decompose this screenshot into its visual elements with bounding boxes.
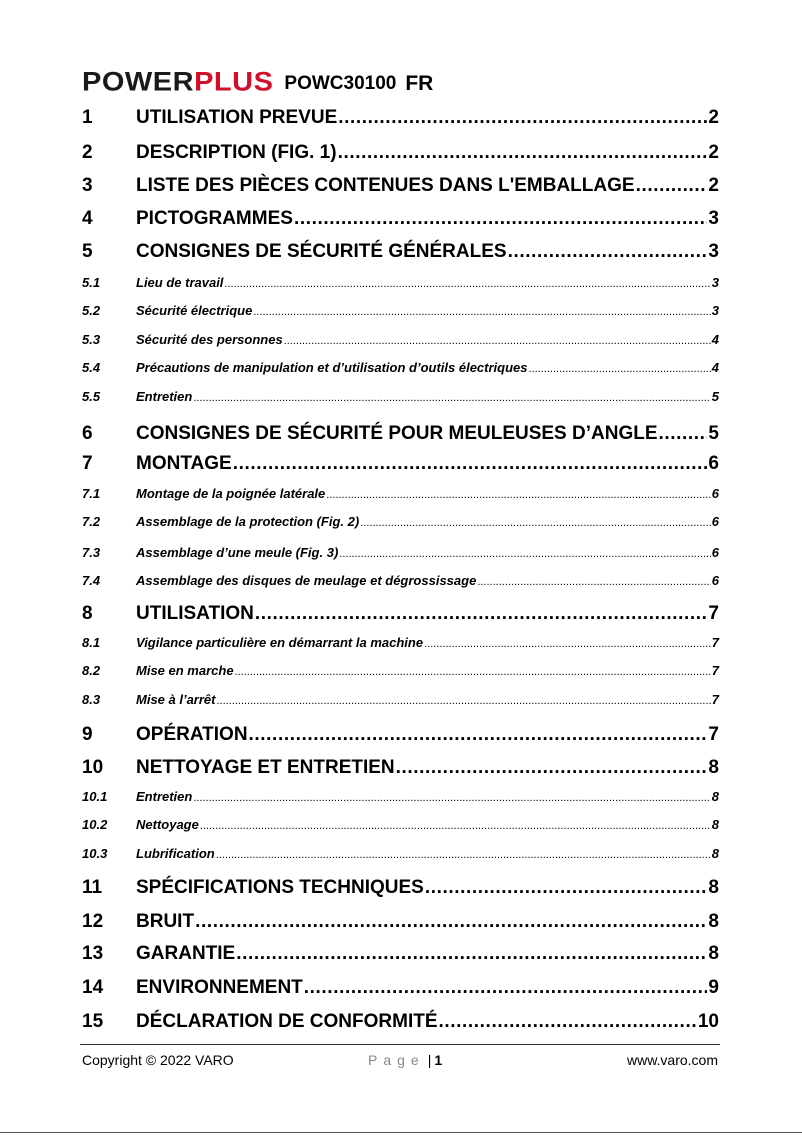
toc-leader-dots bbox=[193, 389, 710, 407]
toc-leader-dots bbox=[304, 976, 708, 1000]
page-footer bbox=[82, 1050, 718, 1070]
toc-leader-dots bbox=[224, 275, 710, 293]
toc-title: Assemblage des disques de meulage et dégrossissage bbox=[136, 573, 477, 588]
toc-title: Précautions de manipulation et d’utilisation d’outils électriques bbox=[136, 360, 528, 375]
page-separator: | bbox=[427, 1052, 432, 1068]
toc-subentry[interactable] bbox=[82, 485, 719, 503]
toc-entry[interactable] bbox=[82, 756, 719, 780]
toc-title: Entretien bbox=[136, 789, 193, 804]
toc-leader-dots bbox=[216, 846, 711, 864]
page-number: 1 bbox=[434, 1052, 443, 1068]
toc-leader-dots bbox=[217, 692, 711, 710]
toc-title: Nettoyage bbox=[136, 817, 199, 832]
toc-entry[interactable] bbox=[82, 174, 719, 198]
toc-leader-dots bbox=[396, 756, 708, 780]
toc-page-number: 7 bbox=[708, 724, 719, 745]
toc-number: 7.4 bbox=[82, 573, 101, 588]
toc-number: 7.2 bbox=[82, 514, 101, 529]
toc-leader-dots bbox=[193, 789, 710, 807]
toc-title: ENVIRONNEMENT bbox=[136, 977, 303, 998]
toc-leader-dots bbox=[529, 360, 711, 378]
toc-page-number: 8 bbox=[708, 757, 719, 778]
toc-number: 5 bbox=[82, 241, 93, 262]
page-indicator bbox=[368, 1050, 442, 1070]
toc-subentry[interactable] bbox=[82, 788, 719, 806]
toc-subentry[interactable] bbox=[82, 845, 719, 863]
toc-number: 5.1 bbox=[82, 275, 101, 290]
toc-number: 2 bbox=[82, 142, 93, 163]
toc-number: 8.1 bbox=[82, 635, 101, 650]
toc-title: Montage de la poignée latérale bbox=[136, 486, 326, 501]
toc-leader-dots bbox=[294, 207, 707, 231]
toc-page-number: 7 bbox=[711, 663, 719, 678]
toc-page-number: 6 bbox=[708, 453, 719, 474]
toc-leader-dots bbox=[659, 422, 708, 446]
toc-entry[interactable] bbox=[82, 1010, 719, 1034]
toc-page-number: 5 bbox=[708, 423, 719, 444]
toc-entry[interactable] bbox=[82, 976, 719, 1000]
toc-number: 10 bbox=[82, 757, 104, 778]
toc-subentry[interactable] bbox=[82, 691, 719, 709]
toc-number: 9 bbox=[82, 724, 93, 745]
toc-page-number: 5 bbox=[711, 389, 719, 404]
toc-subentry[interactable] bbox=[82, 572, 719, 590]
toc-leader-dots bbox=[338, 106, 707, 130]
toc-number: 5.3 bbox=[82, 332, 101, 347]
toc-entry[interactable] bbox=[82, 207, 719, 231]
toc-entry[interactable] bbox=[82, 602, 719, 626]
toc-leader-dots bbox=[253, 303, 710, 321]
toc-entry[interactable] bbox=[82, 876, 719, 900]
toc-number: 7 bbox=[82, 453, 93, 474]
toc-leader-dots bbox=[200, 817, 711, 835]
document-header bbox=[82, 62, 433, 96]
toc-subentry[interactable] bbox=[82, 302, 719, 320]
toc-subentry[interactable] bbox=[82, 662, 719, 680]
toc-title: Lieu de travail bbox=[136, 275, 224, 290]
toc-title: OPÉRATION bbox=[136, 724, 248, 745]
toc-page-number: 6 bbox=[711, 573, 719, 588]
toc-title: UTILISATION PREVUE bbox=[136, 107, 338, 128]
logo-plus-text: PLUS bbox=[194, 67, 274, 97]
toc-number: 13 bbox=[82, 943, 104, 964]
toc-page-number: 4 bbox=[711, 360, 719, 375]
language-code: FR bbox=[405, 72, 434, 95]
toc-subentry[interactable] bbox=[82, 544, 719, 562]
toc-number: 5.5 bbox=[82, 389, 101, 404]
toc-title: Mise à l’arrêt bbox=[136, 692, 216, 707]
toc-page-number: 7 bbox=[711, 692, 719, 707]
toc-page-number: 6 bbox=[711, 514, 719, 529]
toc-title: CONSIGNES DE SÉCURITÉ GÉNÉRALES bbox=[136, 241, 507, 262]
toc-number: 1 bbox=[82, 107, 93, 128]
toc-entry[interactable] bbox=[82, 240, 719, 264]
toc-number: 15 bbox=[82, 1011, 104, 1032]
toc-title: Sécurité des personnes bbox=[136, 332, 283, 347]
toc-page-number: 8 bbox=[711, 846, 719, 861]
toc-leader-dots bbox=[338, 141, 708, 165]
toc-title: Sécurité électrique bbox=[136, 303, 253, 318]
toc-subentry[interactable] bbox=[82, 331, 719, 349]
toc-number: 12 bbox=[82, 911, 104, 932]
toc-page-number: 7 bbox=[708, 603, 719, 624]
toc-page-number: 7 bbox=[711, 635, 719, 650]
toc-title: NETTOYAGE ET ENTRETIEN bbox=[136, 757, 395, 778]
toc-subentry[interactable] bbox=[82, 513, 719, 531]
toc-entry[interactable] bbox=[82, 723, 719, 747]
logo-power-text: POWER bbox=[82, 67, 195, 97]
toc-leader-dots bbox=[249, 723, 708, 747]
toc-page-number: 10 bbox=[697, 1011, 719, 1032]
toc-number: 6 bbox=[82, 423, 93, 444]
toc-title: BRUIT bbox=[136, 911, 195, 932]
toc-leader-dots bbox=[255, 602, 708, 626]
toc-title: Mise en marche bbox=[136, 663, 234, 678]
toc-title: DÉCLARATION DE CONFORMITÉ bbox=[136, 1011, 438, 1032]
copyright-text: Copyright © 2022 VARO bbox=[82, 1052, 234, 1068]
toc-page-number: 2 bbox=[708, 175, 719, 196]
toc-subentry[interactable] bbox=[82, 359, 719, 377]
toc-entry[interactable] bbox=[82, 422, 719, 446]
toc-number: 8.2 bbox=[82, 663, 101, 678]
toc-number: 7.1 bbox=[82, 486, 101, 501]
toc-leader-dots bbox=[284, 332, 711, 350]
toc-page-number: 4 bbox=[711, 332, 719, 347]
toc-title: PICTOGRAMMES bbox=[136, 208, 293, 229]
toc-page-number: 8 bbox=[711, 817, 719, 832]
toc-leader-dots bbox=[236, 942, 707, 966]
toc-leader-dots bbox=[233, 452, 708, 476]
toc-leader-dots bbox=[424, 635, 711, 653]
website-link[interactable]: www.varo.com bbox=[626, 1052, 718, 1068]
toc-leader-dots bbox=[477, 573, 710, 591]
toc-leader-dots bbox=[508, 240, 708, 264]
toc-title: Assemblage d’une meule (Fig. 3) bbox=[136, 545, 339, 560]
toc-leader-dots bbox=[195, 910, 707, 934]
toc-subentry[interactable] bbox=[82, 274, 719, 292]
toc-number: 10.2 bbox=[82, 817, 108, 832]
model-number: POWC30100 bbox=[284, 73, 397, 94]
toc-page-number: 8 bbox=[708, 911, 719, 932]
toc-subentry[interactable] bbox=[82, 816, 719, 834]
toc-page-number: 3 bbox=[708, 241, 719, 262]
toc-page-number: 2 bbox=[708, 107, 719, 128]
toc-leader-dots bbox=[360, 514, 711, 532]
toc-number: 14 bbox=[82, 977, 104, 998]
toc-number: 7.3 bbox=[82, 545, 101, 560]
toc-page-number: 6 bbox=[711, 486, 719, 501]
toc-leader-dots bbox=[636, 174, 708, 198]
toc-entry[interactable] bbox=[82, 141, 719, 165]
toc-number: 10.3 bbox=[82, 846, 108, 861]
toc-page-number: 8 bbox=[708, 877, 719, 898]
toc-title: CONSIGNES DE SÉCURITÉ POUR MEULEUSES D’ANGLE bbox=[136, 423, 658, 444]
page-label: Page bbox=[368, 1052, 425, 1068]
toc-page-number: 8 bbox=[708, 943, 719, 964]
toc-title: Lubrification bbox=[136, 846, 215, 861]
page-bottom-edge bbox=[0, 1132, 802, 1133]
toc-number: 5.4 bbox=[82, 360, 101, 375]
toc-number: 8.3 bbox=[82, 692, 101, 707]
toc-title: Entretien bbox=[136, 389, 193, 404]
toc-leader-dots bbox=[326, 486, 710, 504]
toc-entry[interactable] bbox=[82, 942, 719, 966]
toc-page-number: 3 bbox=[711, 275, 719, 290]
footer-divider bbox=[80, 1044, 720, 1045]
toc-number: 3 bbox=[82, 175, 93, 196]
toc-subentry[interactable] bbox=[82, 634, 719, 652]
toc-title: MONTAGE bbox=[136, 453, 232, 474]
toc-entry[interactable] bbox=[82, 106, 719, 130]
toc-page-number: 3 bbox=[711, 303, 719, 318]
toc-number: 4 bbox=[82, 208, 93, 229]
toc-title: Assemblage de la protection (Fig. 2) bbox=[136, 514, 360, 529]
toc-title: UTILISATION bbox=[136, 603, 254, 624]
toc-title: Vigilance particulière en démarrant la machine bbox=[136, 635, 424, 650]
toc-number: 10.1 bbox=[82, 789, 108, 804]
toc-page-number: 3 bbox=[708, 208, 719, 229]
toc-subentry[interactable] bbox=[82, 388, 719, 406]
toc-title: GARANTIE bbox=[136, 943, 236, 964]
toc-title: LISTE DES PIÈCES CONTENUES DANS L'EMBALLAGE bbox=[136, 175, 635, 196]
toc-entry[interactable] bbox=[82, 452, 719, 476]
toc-page-number: 6 bbox=[711, 545, 719, 560]
toc-number: 8 bbox=[82, 603, 93, 624]
toc-leader-dots bbox=[439, 1010, 697, 1034]
toc-page-number: 2 bbox=[708, 142, 719, 163]
toc-title: DESCRIPTION (FIG. 1) bbox=[136, 142, 337, 163]
toc-title: SPÉCIFICATIONS TECHNIQUES bbox=[136, 877, 424, 898]
toc-number: 5.2 bbox=[82, 303, 101, 318]
toc-leader-dots bbox=[235, 663, 711, 681]
toc-entry[interactable] bbox=[82, 910, 719, 934]
toc-page-number: 9 bbox=[708, 977, 719, 998]
powerplus-logo bbox=[82, 69, 273, 96]
toc-leader-dots bbox=[425, 876, 708, 900]
toc-page-number: 8 bbox=[711, 789, 719, 804]
toc-leader-dots bbox=[339, 545, 710, 563]
toc-number: 11 bbox=[82, 877, 103, 898]
